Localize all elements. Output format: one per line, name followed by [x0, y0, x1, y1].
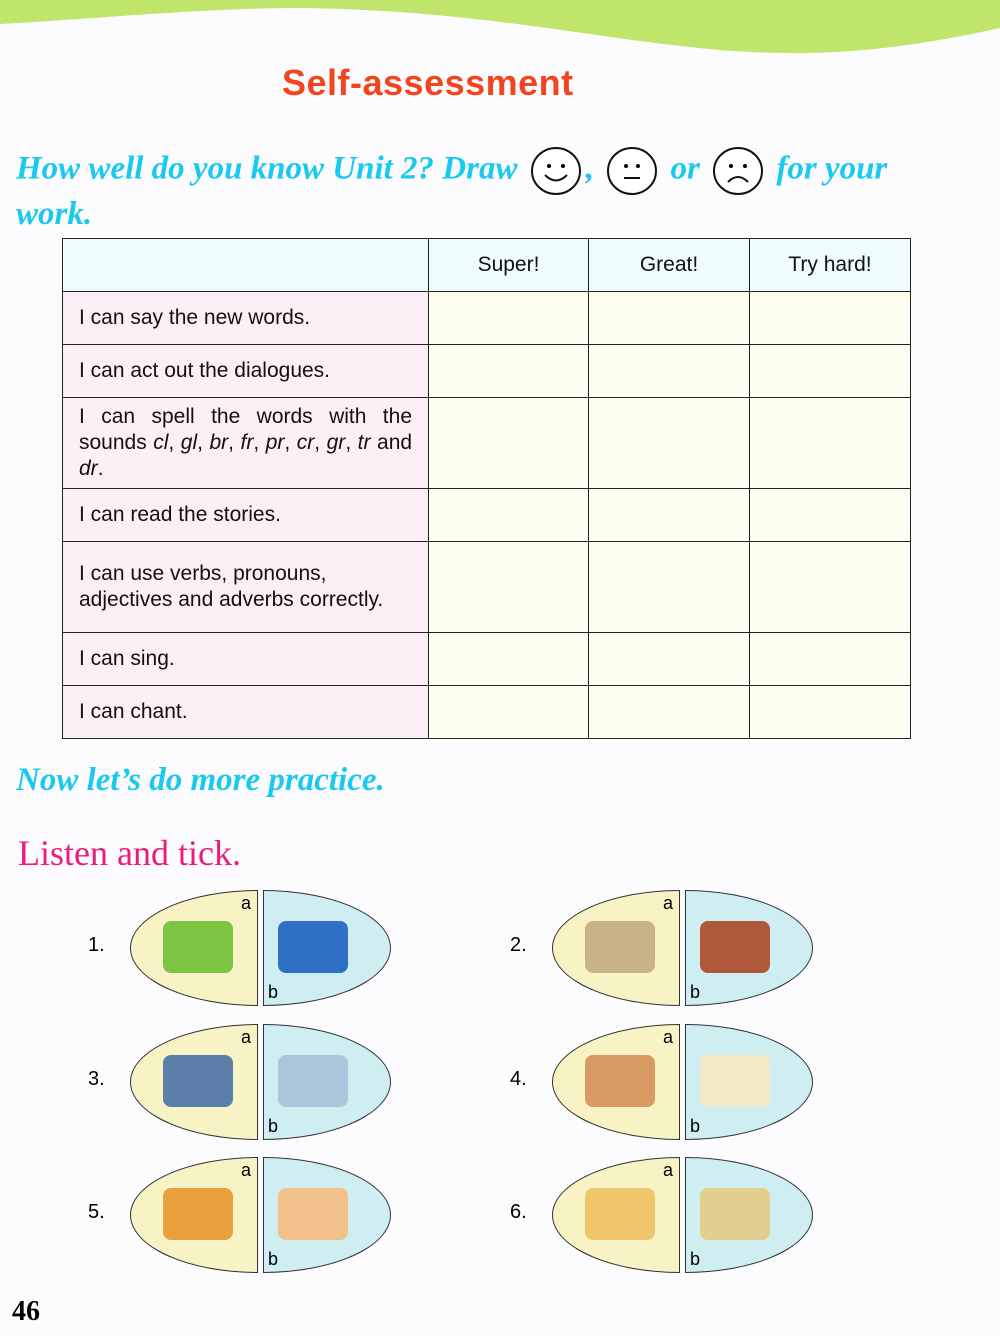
option-a[interactable]	[552, 890, 680, 1006]
skill-text: br	[209, 431, 229, 454]
option-a[interactable]	[130, 890, 258, 1006]
option-b[interactable]	[263, 1024, 391, 1140]
skill-label	[63, 292, 429, 345]
rating-cell-try-hard[interactable]	[750, 345, 911, 398]
option-b[interactable]	[263, 1157, 391, 1273]
rating-cell-try-hard[interactable]	[750, 633, 911, 686]
header-wave-banner	[0, 0, 1000, 60]
listening-item	[510, 1157, 852, 1275]
listening-item	[510, 890, 852, 1008]
option-a[interactable]	[552, 1157, 680, 1273]
header-empty-cell	[63, 239, 429, 292]
rating-cell-try-hard[interactable]	[750, 489, 911, 542]
skill-text: I can spell the words with the sounds	[79, 405, 412, 454]
rating-cell-great[interactable]	[589, 686, 750, 739]
instruction-text-1: How well do you know Unit 2? Draw	[16, 150, 518, 187]
table-row	[63, 633, 911, 686]
tower-bridge-picture	[163, 1055, 233, 1107]
self-assessment-table	[62, 238, 911, 739]
item-number: 2.	[510, 934, 527, 956]
option-letter: a	[240, 1160, 251, 1180]
option-letter: a	[662, 1027, 673, 1047]
skill-text: ,	[314, 431, 327, 454]
car-picture	[278, 921, 348, 973]
table-row	[63, 345, 911, 398]
item-number: 4.	[510, 1068, 527, 1090]
sad-face-icon	[712, 146, 764, 196]
neutral-face-icon	[606, 146, 658, 196]
column-header-great: Great!	[589, 239, 750, 292]
skill-label	[63, 542, 429, 633]
rating-cell-try-hard[interactable]	[750, 686, 911, 739]
table-row	[63, 686, 911, 739]
hand-at-door-picture	[700, 1055, 770, 1107]
bus-picture	[163, 921, 233, 973]
skill-text: ,	[228, 431, 241, 454]
table-row	[63, 489, 911, 542]
boy-sign-month-picture	[585, 1188, 655, 1240]
option-letter: b	[690, 1116, 701, 1136]
option-letter: b	[268, 1249, 279, 1269]
option-b[interactable]	[263, 890, 391, 1006]
table-header-row	[63, 239, 911, 292]
page-number: 46	[12, 1296, 40, 1327]
option-a[interactable]	[130, 1157, 258, 1273]
skill-text: I can act out the dialogues.	[79, 359, 331, 382]
skill-text: ,	[197, 431, 210, 454]
item-number: 3.	[88, 1068, 105, 1090]
item-number: 1.	[88, 934, 105, 956]
option-a[interactable]	[552, 1024, 680, 1140]
skill-text: .	[97, 457, 104, 480]
instruction	[16, 146, 956, 232]
page-title: Self-assessment	[282, 62, 574, 103]
climbing-wall-picture	[585, 1055, 655, 1107]
rating-cell-super[interactable]	[429, 542, 589, 633]
skill-text: I can chant.	[79, 700, 188, 723]
option-letter: b	[690, 982, 701, 1002]
table-row	[63, 398, 911, 489]
skill-text: ,	[284, 431, 297, 454]
column-header-super: Super!	[429, 239, 589, 292]
option-letter: b	[268, 982, 279, 1002]
listening-item	[510, 1024, 852, 1142]
skill-label	[63, 686, 429, 739]
option-b[interactable]	[685, 890, 813, 1006]
skill-text: gl	[180, 431, 198, 454]
rating-cell-try-hard[interactable]	[750, 292, 911, 345]
option-letter: a	[662, 893, 673, 913]
listening-item	[88, 890, 430, 1008]
skill-label	[63, 345, 429, 398]
comma: ,	[585, 150, 594, 187]
rating-cell-super[interactable]	[429, 345, 589, 398]
skill-text: ,	[345, 431, 358, 454]
rating-cell-super[interactable]	[429, 398, 589, 489]
option-letter: b	[268, 1116, 279, 1136]
statue-of-liberty-picture	[278, 1055, 348, 1107]
option-a[interactable]	[130, 1024, 258, 1140]
listen-and-tick-heading: Listen and tick.	[18, 833, 241, 873]
rating-cell-super[interactable]	[429, 292, 589, 345]
option-letter: a	[662, 1160, 673, 1180]
girl-phone-picture	[163, 1188, 233, 1240]
skill-text: I can read the stories.	[79, 503, 281, 526]
skill-text: gr	[326, 431, 346, 454]
clock-tower-picture	[700, 921, 770, 973]
skill-text: fr	[240, 431, 254, 454]
rating-cell-try-hard[interactable]	[750, 398, 911, 489]
listening-item	[88, 1024, 430, 1142]
rating-cell-great[interactable]	[589, 292, 750, 345]
item-number: 5.	[88, 1201, 105, 1223]
rating-cell-super[interactable]	[429, 686, 589, 739]
skill-text: and	[370, 431, 413, 454]
table-row	[63, 542, 911, 633]
column-header-try-hard: Try hard!	[750, 239, 911, 292]
option-letter: b	[690, 1249, 701, 1269]
skill-text: I can use verbs, pronouns, adjectives and adverbs correctly.	[79, 562, 384, 611]
skill-text: ,	[253, 431, 266, 454]
skill-text: ,	[168, 431, 181, 454]
boy-looking-picture	[278, 1188, 348, 1240]
calendar-picture	[700, 1188, 770, 1240]
skill-text: tr	[357, 431, 371, 454]
skill-text: pr	[265, 431, 285, 454]
or-text: or	[670, 150, 700, 187]
skill-text: I can sing.	[79, 647, 175, 670]
more-practice-heading: Now let’s do more practice.	[16, 762, 385, 798]
option-b[interactable]	[685, 1157, 813, 1273]
table-row	[63, 292, 911, 345]
rating-cell-great[interactable]	[589, 345, 750, 398]
happy-face-icon	[530, 146, 582, 196]
rating-cell-super[interactable]	[429, 633, 589, 686]
rating-cell-great[interactable]	[589, 398, 750, 489]
rating-cell-great[interactable]	[589, 489, 750, 542]
rating-cell-great[interactable]	[589, 542, 750, 633]
skill-label	[63, 489, 429, 542]
skill-text: I can say the new words.	[79, 306, 311, 329]
option-letter: a	[240, 893, 251, 913]
skill-text: dr	[79, 457, 98, 480]
option-b[interactable]	[685, 1024, 813, 1140]
skill-label	[63, 398, 429, 489]
skill-text: cl	[153, 431, 169, 454]
skill-text: cr	[296, 431, 315, 454]
item-number: 6.	[510, 1201, 527, 1223]
instruction-text-2: for your work.	[16, 150, 888, 232]
skill-label	[63, 633, 429, 686]
rating-cell-try-hard[interactable]	[750, 542, 911, 633]
option-letter: a	[240, 1027, 251, 1047]
listening-item	[88, 1157, 430, 1275]
mountains-picture	[585, 921, 655, 973]
rating-cell-great[interactable]	[589, 633, 750, 686]
rating-cell-super[interactable]	[429, 489, 589, 542]
